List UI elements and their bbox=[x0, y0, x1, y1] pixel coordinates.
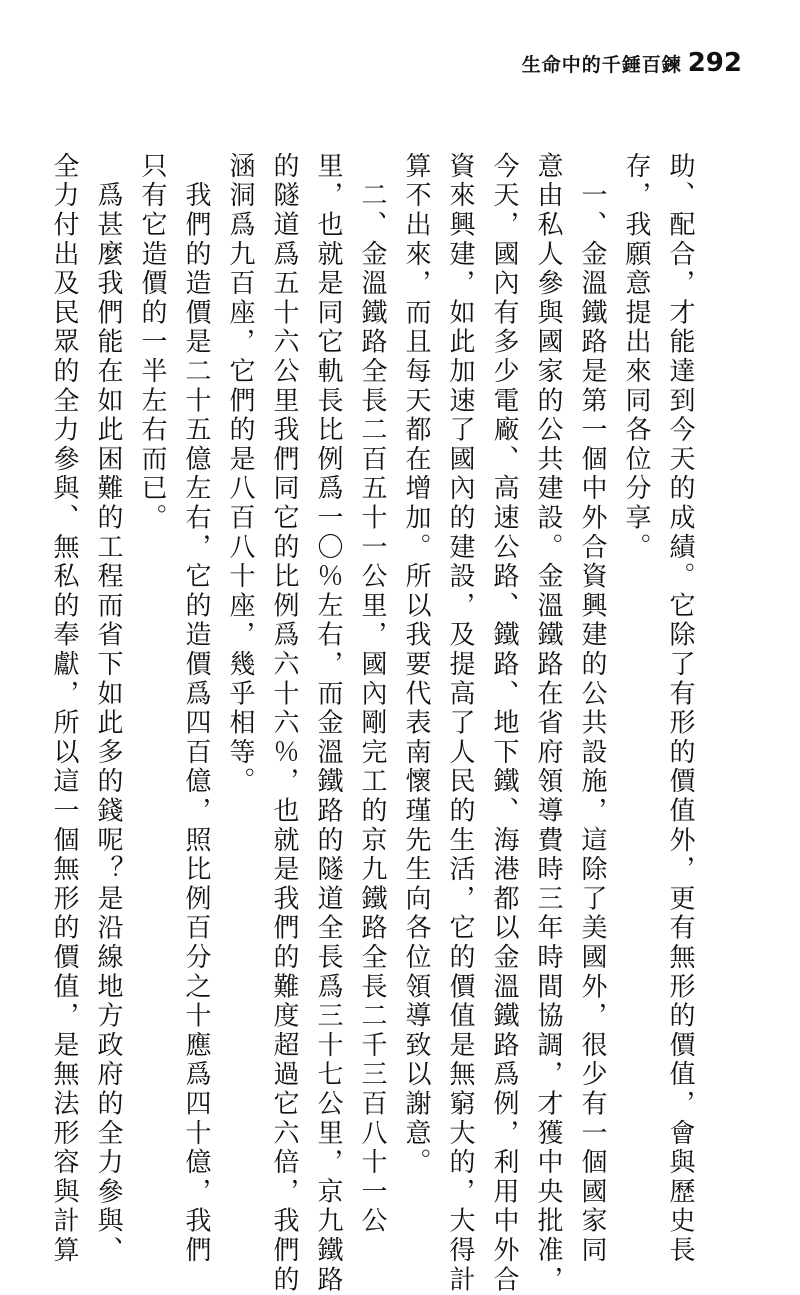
header-rule bbox=[70, 84, 730, 85]
text-column-9: 里，也就是同它軌長比例爲一〇％左右，而金溫鐵路的隧道全長爲三十七公里，京九鐵路 bbox=[313, 152, 343, 1295]
text-column-13: 只有它造價的一半左右而已。 bbox=[137, 152, 167, 533]
text-column-6: 資來興建，如此加速了國內的建設，及提高了人民的生活，它的價值是無窮大的，大得計 bbox=[445, 152, 475, 1295]
text-column-3: 一、金溫鐵路是第一個中外合資興建的公共設施，這除了美國外，很少有一個國家同 bbox=[577, 152, 607, 1266]
page-number: 292 bbox=[687, 48, 742, 78]
text-column-7: 算不出來，而且每天都在增加。所以我要代表南懷瑾先生向各位領導致以謝意。 bbox=[401, 152, 431, 1178]
book-title: 生命中的千錘百鍊 bbox=[521, 54, 682, 76]
text-column-5: 今天，國內有多少電廠、高速公路、鐵路、地下鐵、海港都以金溫鐵路爲例，利用中外合 bbox=[489, 152, 519, 1295]
text-column-12: 我們的造價是二十五億左右，它的造價爲四百億，照比例百分之十應爲四十億，我們 bbox=[181, 152, 211, 1266]
text-column-11: 涵洞爲九百座，它們的是八百八十座，幾乎相等。 bbox=[225, 152, 255, 797]
text-column-4: 意由私人參與國家的公共建設。金溫鐵路在省府領導費時三年時間協調，才獲中央批准， bbox=[533, 152, 563, 1295]
text-column-14: 爲甚麼我們能在如此困難的工程而省下如此多的錢呢？是沿線地方政府的全力參與、 bbox=[93, 152, 123, 1266]
text-column-2: 存，我願意提出來同各位分享。 bbox=[621, 152, 651, 563]
text-column-15: 全力付出及民眾的全力參與、無私的奉獻，所以這一個無形的價值，是無法形容與計算 bbox=[49, 152, 79, 1266]
text-column-10: 的隧道爲五十六公里我們同它的比例爲六十六％，也就是我們的難度超過它六倍，我們的 bbox=[269, 152, 299, 1295]
text-column-1: 助、配合，才能達到今天的成績。它除了有形的價值外，更有無形的價值，會與歷史長 bbox=[665, 152, 695, 1266]
running-header bbox=[522, 48, 742, 78]
text-column-8: 二、金溫鐵路全長二百五十一公里，國內剛完工的京九鐵路全長二千三百八十一公 bbox=[357, 152, 387, 1237]
